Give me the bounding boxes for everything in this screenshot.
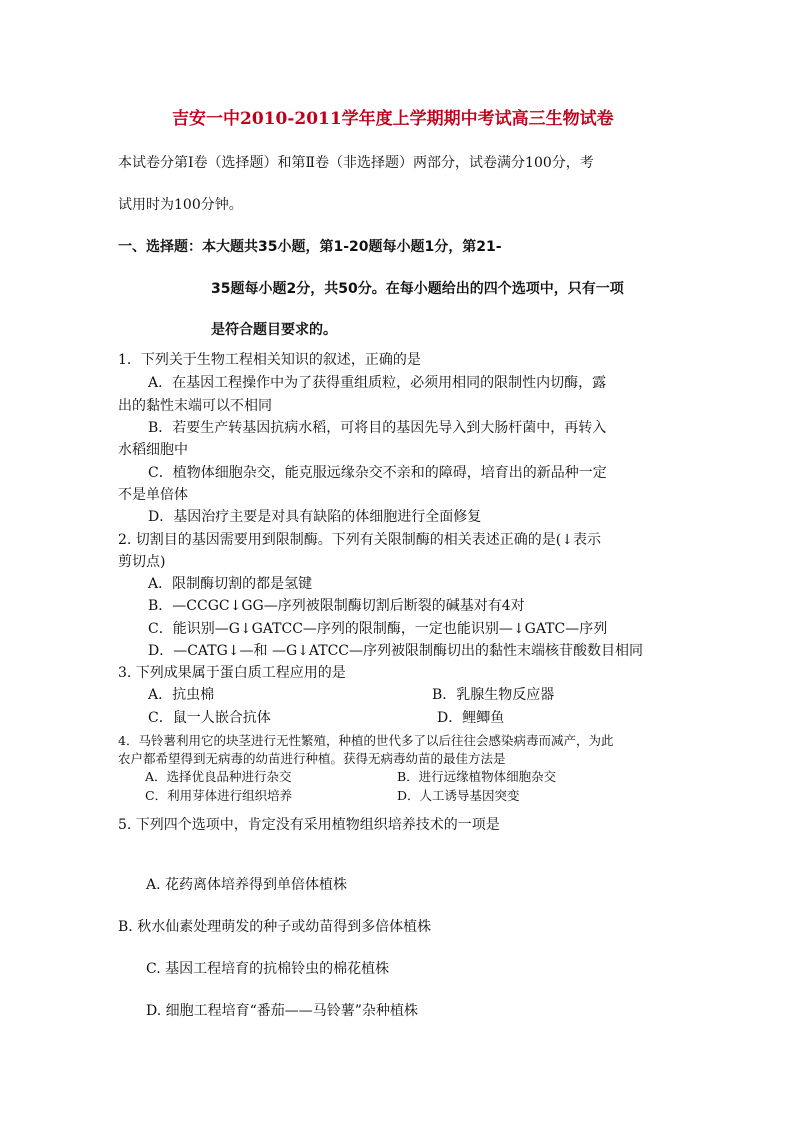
q4-option-b: B．进行远缘植物体细胞杂交 — [397, 769, 557, 784]
q4-option-c: C．利用芽体进行组织培养 — [145, 788, 293, 803]
q4-stem-cont: 农户都希望得到无病毒的幼苗进行种植。获得无病毒幼苗的最佳方法是 — [118, 751, 506, 766]
q1-option-b-cont: 水稻细胞中 — [118, 442, 188, 458]
q5-option-c: C. 基因工程培育的抗棉铃虫的棉花植株 — [146, 961, 390, 977]
q5-option-b: B. 秋水仙素处理萌发的种子或幼苗得到多倍体植株 — [118, 919, 432, 935]
q3-stem: 3. 下列成果属于蛋白质工程应用的是 — [118, 665, 346, 681]
q1-option-b: B．若要生产转基因抗病水稻，可将目的基因先导入到大肠杆菌中，再转入 — [148, 420, 607, 436]
q5-option-a: A. 花药离体培养得到单倍体植株 — [146, 877, 348, 893]
q1-option-a-cont: 出的黏性末端可以不相同 — [118, 398, 272, 414]
q2-stem: 2. 切割目的基因需要用到限制酶。下列有关限制酶的相关表述正确的是(↓表示 — [118, 532, 601, 548]
q4-stem: 4．马铃薯利用它的块茎进行无性繁殖，种植的世代多了以后往往会感染病毒而减产，为此 — [118, 733, 614, 748]
section-heading-line-2: 35题每小题2分，共50分。在每小题给出的四个选项中，只有一项 — [211, 281, 624, 297]
q1-option-d: D．基因治疗主要是对具有缺陷的体细胞进行全面修复 — [148, 509, 482, 525]
q1-option-c-cont: 不是单倍体 — [118, 487, 188, 503]
q3-option-d: D．鲤鲫鱼 — [437, 710, 505, 726]
q5-option-d: D. 细胞工程培育“番茄——马铃薯”杂种植株 — [146, 1003, 418, 1019]
q4-option-a: A．选择优良品种进行杂交 — [145, 769, 292, 784]
section-heading-line-1: 一、选择题：本大题共35小题，第1-20题每小题1分，第21- — [118, 239, 502, 255]
q2-option-a: A．限制酶切割的都是氢键 — [148, 576, 313, 592]
page-title: 吉安一中2010-2011学年度上学期期中考试高三生物试卷 — [172, 109, 614, 129]
q2-option-c: C．能识别—G↓GATCC—序列的限制酶，一定也能识别—↓GATC—序列 — [148, 621, 608, 637]
q3-option-b: B．乳腺生物反应器 — [432, 687, 555, 703]
q4-option-d: D．人工诱导基因突变 — [397, 788, 520, 803]
intro-line-1: 本试卷分第Ⅰ卷（选择题）和第Ⅱ卷（非选择题）两部分，试卷满分100分，考 — [118, 155, 594, 171]
intro-line-2: 试用时为100分钟。 — [118, 197, 243, 213]
q2-option-d: D．—CATG↓—和 —G↓ATCC—序列被限制酶切出的黏性末端核苷酸数目相同 — [148, 643, 644, 659]
q2-stem-cont: 剪切点) — [118, 554, 166, 570]
q5-stem: 5. 下列四个选项中，肯定没有采用植物组织培养技术的一项是 — [118, 817, 500, 833]
q2-option-b: B．—CCGC↓GG—序列被限制酶切割后断裂的碱基对有4对 — [148, 598, 525, 614]
section-heading-line-3: 是符合题目要求的。 — [211, 322, 337, 338]
q1-option-a: A．在基因工程操作中为了获得重组质粒，必须用相同的限制性内切酶，露 — [148, 375, 607, 391]
q1-stem: 1．下列关于生物工程相关知识的叙述，正确的是 — [118, 352, 421, 368]
q3-option-c: C．鼠一人嵌合抗体 — [148, 710, 271, 726]
q3-option-a: A．抗虫棉 — [148, 687, 215, 703]
q1-option-c: C．植物体细胞杂交，能克服远缘杂交不亲和的障碍，培育出的新品种一定 — [148, 465, 607, 481]
